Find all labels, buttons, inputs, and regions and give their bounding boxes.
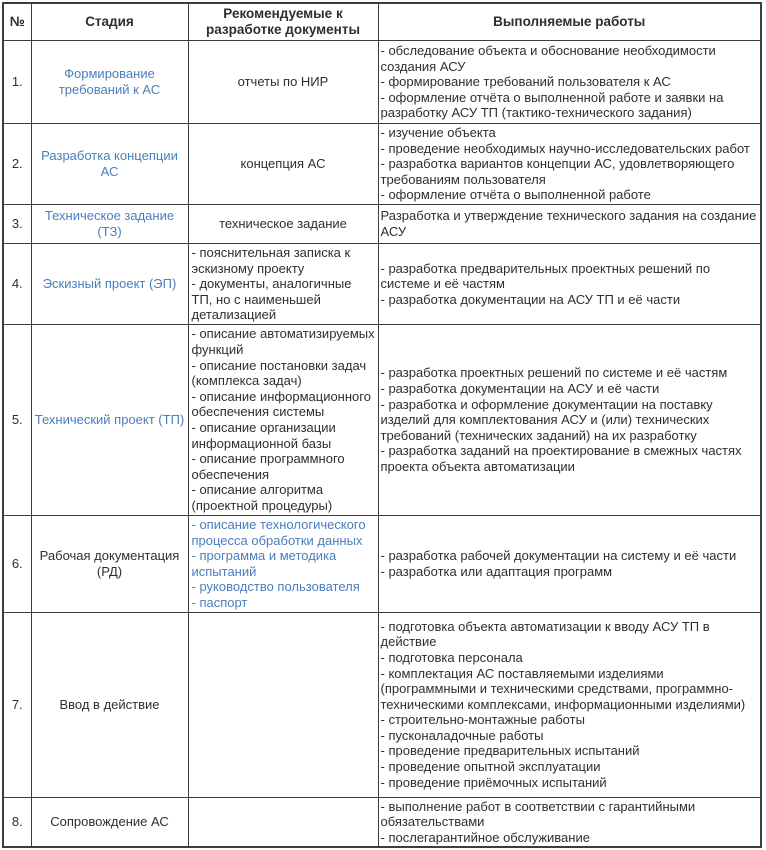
work-item: - разработка вариантов концепции АС, удовлетворяющего требованиям пользователя bbox=[380, 156, 735, 187]
work-item: - проведение опытной эксплуатации bbox=[380, 759, 601, 775]
stage-cell bbox=[31, 204, 188, 243]
documents-cell bbox=[188, 41, 378, 124]
document-item: - описание постановки задач (комплекса задач) bbox=[191, 357, 367, 389]
stage-link[interactable]: Техническое задание (ТЗ) bbox=[44, 208, 175, 239]
stages-table bbox=[2, 2, 762, 848]
work-item: - обследование объекта и обоснование необходимости создания АСУ bbox=[380, 43, 716, 74]
document-link-item[interactable]: - паспорт bbox=[191, 594, 248, 610]
stage-cell bbox=[31, 243, 188, 324]
work-item: - разработка проектных решений по системе и её частям bbox=[380, 365, 728, 381]
work-item: - разработка предварительных проектных решений по системе и её частям bbox=[380, 260, 711, 292]
document-link-item[interactable]: - программа и методика испытаний bbox=[191, 548, 337, 579]
stage-cell bbox=[31, 41, 188, 124]
work-item: - разработка рабочей документации на систему и её части bbox=[380, 548, 737, 564]
document-link-item[interactable]: - руководство пользователя bbox=[191, 579, 360, 595]
table-row bbox=[3, 515, 761, 612]
document-item: - описание автоматизируемых функций bbox=[191, 326, 375, 357]
row-number-cell bbox=[3, 204, 31, 243]
document-item: - описание организации информационной базы bbox=[191, 419, 336, 451]
row-number-cell bbox=[3, 612, 31, 797]
stage-label: Рабочая документация (РД) bbox=[39, 548, 180, 579]
work-item: - комплектация АС поставляемыми изделиями (программными и техническими средствами, программно-техническими комплексами, информационными изделиями) bbox=[380, 665, 746, 712]
row-number: 6. bbox=[11, 555, 23, 571]
stage-cell bbox=[31, 124, 188, 205]
documents-cell bbox=[188, 124, 378, 205]
document-item: - документы, аналогичные ТП, но с наименьшей детализацией bbox=[191, 276, 352, 323]
stage-cell bbox=[31, 612, 188, 797]
works-cell bbox=[378, 515, 761, 612]
stage-link[interactable]: Технический проект (ТП) bbox=[34, 412, 185, 428]
stage-label: Сопровождение АС bbox=[50, 814, 169, 830]
row-number: 1. bbox=[11, 74, 23, 90]
row-number-cell bbox=[3, 41, 31, 124]
work-item: - подготовка персонала bbox=[380, 649, 523, 665]
stage-link[interactable]: Эскизный проект (ЭП) bbox=[42, 276, 177, 292]
work-item: - разработка заданий на проектирование в смежных частях проекта объекта автоматизации bbox=[380, 443, 742, 474]
col-header-works: Выполняемые работы bbox=[378, 3, 761, 41]
row-number-cell bbox=[3, 515, 31, 612]
row-number-cell bbox=[3, 243, 31, 324]
table-row bbox=[3, 797, 761, 847]
work-item: - разработка документации на АСУ ТП и её части bbox=[380, 291, 681, 307]
document-item: концепция АС bbox=[240, 156, 326, 172]
work-item: - проведение необходимых научно-исследовательских работ bbox=[380, 140, 750, 156]
stages-table-body bbox=[3, 41, 761, 848]
table-row bbox=[3, 324, 761, 515]
works-cell bbox=[378, 204, 761, 243]
col-header-num: № bbox=[3, 3, 31, 41]
documents-cell bbox=[188, 797, 378, 847]
row-number-cell bbox=[3, 124, 31, 205]
work-item: - пусконаладочные работы bbox=[380, 727, 544, 743]
works-cell bbox=[378, 797, 761, 847]
work-item: - строительно-монтажные работы bbox=[380, 712, 585, 728]
table-row bbox=[3, 243, 761, 324]
document-item: отчеты по НИР bbox=[237, 74, 329, 90]
documents-cell bbox=[188, 243, 378, 324]
document-item: - описание информационного обеспечения системы bbox=[191, 388, 371, 420]
table-row bbox=[3, 124, 761, 205]
document-link-item[interactable]: - описание технологического процесса обработки данных bbox=[191, 516, 366, 548]
stage-link[interactable]: Формирование требований к АС bbox=[58, 66, 161, 97]
document-item: техническое задание bbox=[219, 216, 347, 232]
works-cell bbox=[378, 243, 761, 324]
documents-cell bbox=[188, 515, 378, 612]
row-number: 3. bbox=[11, 216, 23, 232]
work-item: - подготовка объекта автоматизации к вводу АСУ ТП в действие bbox=[380, 618, 710, 650]
documents-cell bbox=[188, 204, 378, 243]
work-item: - разработка или адаптация программ bbox=[380, 563, 613, 579]
row-number: 8. bbox=[11, 814, 23, 830]
row-number: 5. bbox=[11, 412, 23, 428]
stage-link[interactable]: Разработка концепции АС bbox=[41, 148, 178, 179]
work-item: - оформление отчёта о выполненной работе bbox=[380, 187, 651, 203]
work-item: - проведение приёмочных испытаний bbox=[380, 774, 607, 790]
stage-cell bbox=[31, 515, 188, 612]
row-number: 2. bbox=[11, 156, 23, 172]
row-number-cell bbox=[3, 797, 31, 847]
documents-cell bbox=[188, 612, 378, 797]
table-row bbox=[3, 204, 761, 243]
work-item: - послегарантийное обслуживание bbox=[380, 829, 590, 845]
row-number-cell bbox=[3, 324, 31, 515]
work-item: - проведение предварительных испытаний bbox=[380, 743, 640, 759]
work-item: - разработка документации на АСУ и её части bbox=[380, 380, 660, 396]
stage-label: Ввод в действие bbox=[59, 696, 160, 712]
table-row bbox=[3, 41, 761, 124]
work-item: Разработка и утверждение технического задания на создание АСУ bbox=[380, 208, 757, 239]
works-cell bbox=[378, 612, 761, 797]
work-item: - формирование требований пользователя к АС bbox=[380, 74, 671, 90]
works-cell bbox=[378, 41, 761, 124]
stage-cell bbox=[31, 324, 188, 515]
stage-cell bbox=[31, 797, 188, 847]
documents-cell bbox=[188, 324, 378, 515]
work-item: - выполнение работ в соответствии с гарантийными обязательствами bbox=[380, 798, 696, 830]
work-item: - оформление отчёта о выполненной работе и заявки на разработку АСУ ТП (тактико-технического задания) bbox=[380, 89, 724, 121]
work-item: - изучение объекта bbox=[380, 125, 496, 140]
works-cell bbox=[378, 124, 761, 205]
row-number: 7. bbox=[11, 696, 23, 712]
work-item: - разработка и оформление документации на поставку изделий для комплектования АСУ и (или) технических требований (технических заданий) на их разработку bbox=[380, 396, 713, 443]
document-item: - пояснительная записка к эскизному проекту bbox=[191, 244, 351, 276]
table-row bbox=[3, 612, 761, 797]
header-row bbox=[3, 3, 761, 41]
works-cell bbox=[378, 324, 761, 515]
document-item: - описание алгоритма (проектной процедуры) bbox=[191, 482, 333, 513]
document-item: - описание программного обеспечения bbox=[191, 451, 345, 482]
row-number: 4. bbox=[11, 276, 23, 292]
col-header-docs: Рекомендуемые к разработке документы bbox=[188, 3, 378, 41]
col-header-stage: Стадия bbox=[31, 3, 188, 41]
